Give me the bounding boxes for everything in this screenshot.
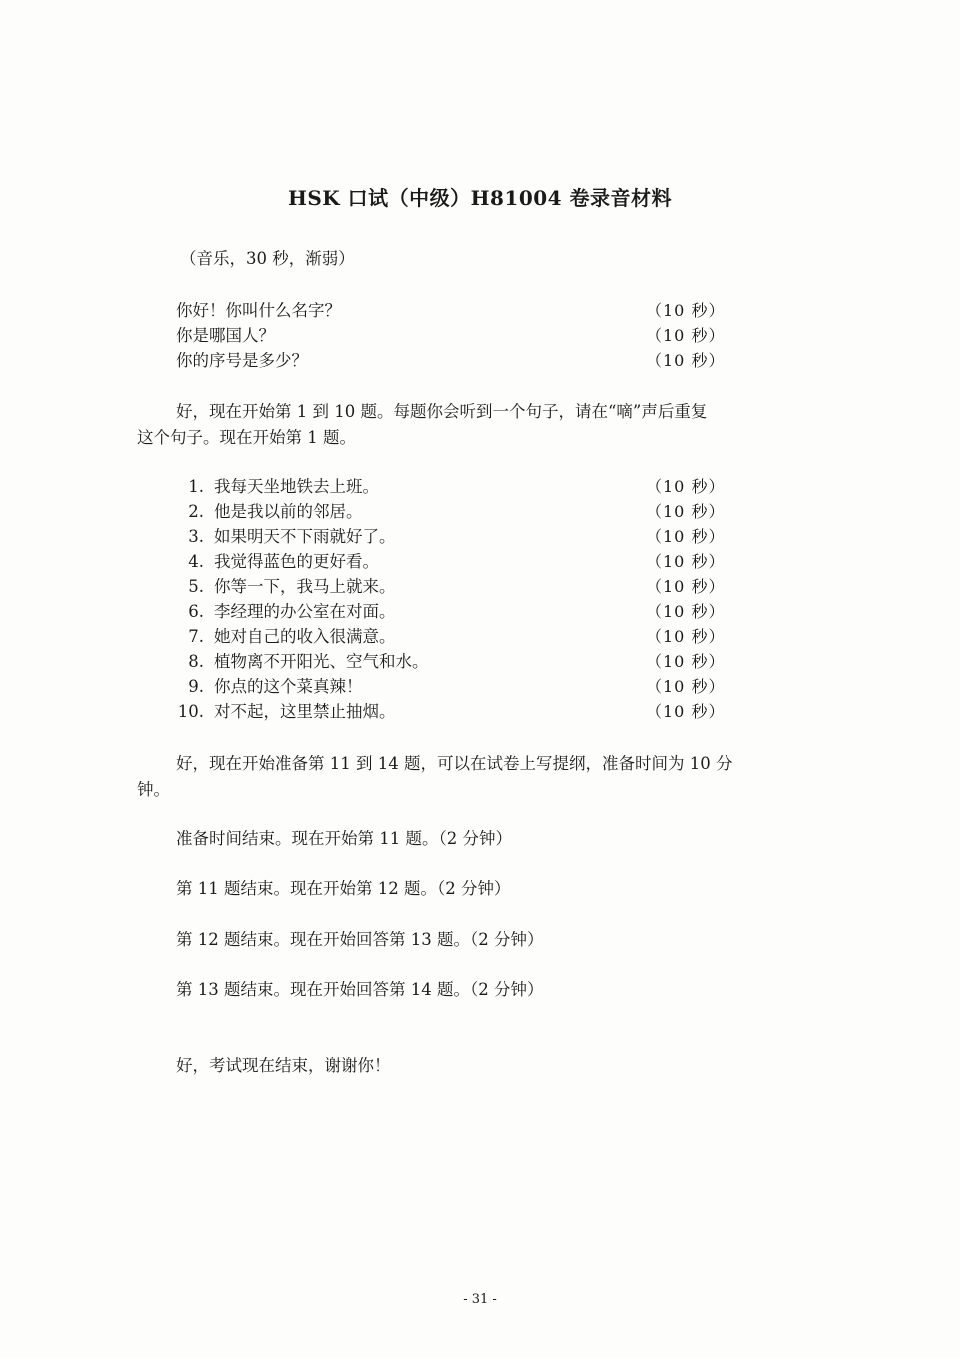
- page-number: - 31 -: [463, 1292, 497, 1307]
- warmup-time: （10 秒）: [646, 326, 726, 345]
- sentence-time: （10 秒）: [646, 527, 726, 546]
- sentence-time: （10 秒）: [646, 602, 726, 621]
- warmup-question: 你的序号是多少？: [176, 351, 308, 370]
- sentence-time: （10 秒）: [646, 652, 726, 671]
- sentence-text: 我每天坐地铁去上班。: [214, 477, 379, 496]
- sentence-number: 2.: [188, 502, 204, 521]
- sentence-text: 你等一下，我马上就来。: [214, 577, 396, 596]
- instruction-part2-line2: 钟。: [137, 780, 170, 799]
- sentence-text: 植物离不开阳光、空气和水。: [214, 652, 429, 671]
- instruction-part1-line2: 这个句子。现在开始第 1 题。: [137, 428, 356, 447]
- section-line: 第 11 题结束。现在开始第 12 题。（2 分钟）: [176, 879, 511, 898]
- sentence-time: （10 秒）: [646, 627, 726, 646]
- intro-music-note: （音乐，30 秒，渐弱）: [180, 249, 355, 268]
- sentence-text: 她对自己的收入很满意。: [214, 627, 396, 646]
- document-title: HSK 口试（中级）H81004 卷录音材料: [287, 186, 673, 210]
- sentence-number: 8.: [188, 652, 204, 671]
- sentence-text: 李经理的办公室在对面。: [214, 602, 396, 621]
- sentence-time: （10 秒）: [646, 552, 726, 571]
- warmup-time: （10 秒）: [646, 351, 726, 370]
- sentence-number: 4.: [188, 552, 204, 571]
- sentence-text: 对不起，这里禁止抽烟。: [214, 702, 396, 721]
- sentence-time: （10 秒）: [646, 677, 726, 696]
- section-line: 准备时间结束。现在开始第 11 题。（2 分钟）: [176, 829, 512, 848]
- sentence-number: 10.: [177, 702, 204, 721]
- sentence-number: 6.: [188, 602, 204, 621]
- warmup-time: （10 秒）: [646, 301, 726, 320]
- sentence-number: 7.: [188, 627, 204, 646]
- sentence-text: 如果明天不下雨就好了。: [214, 527, 396, 546]
- sentence-number: 5.: [188, 577, 204, 596]
- sentence-number: 1.: [188, 477, 204, 496]
- warmup-question: 你好！你叫什么名字？: [176, 301, 341, 320]
- section-line: 第 12 题结束。现在开始回答第 13 题。（2 分钟）: [176, 930, 544, 949]
- sentence-time: （10 秒）: [646, 702, 726, 721]
- sentence-number: 3.: [188, 527, 204, 546]
- warmup-question: 你是哪国人？: [176, 326, 275, 345]
- instruction-part2-line1: 好，现在开始准备第 11 到 14 题，可以在试卷上写提纲，准备时间为 10 分: [176, 754, 733, 773]
- sentence-text: 他是我以前的邻居。: [214, 502, 363, 521]
- sentence-text: 我觉得蓝色的更好看。: [214, 552, 379, 571]
- sentence-time: （10 秒）: [646, 502, 726, 521]
- sentence-number: 9.: [188, 677, 204, 696]
- instruction-part1-line1: 好，现在开始第 1 到 10 题。每题你会听到一个句子，请在“嘀”声后重复: [176, 402, 708, 421]
- section-line: 第 13 题结束。现在开始回答第 14 题。（2 分钟）: [176, 980, 544, 999]
- sentence-text: 你点的这个菜真辣！: [214, 677, 363, 696]
- sentence-time: （10 秒）: [646, 477, 726, 496]
- closing-line: 好，考试现在结束，谢谢你！: [176, 1056, 391, 1075]
- sentence-time: （10 秒）: [646, 577, 726, 596]
